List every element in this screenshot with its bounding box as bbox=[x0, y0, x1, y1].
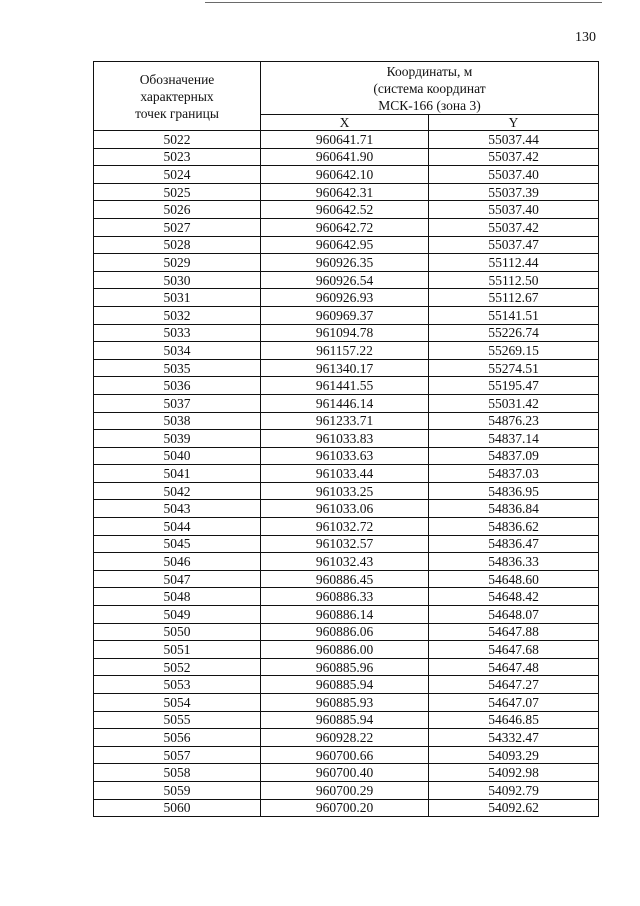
y-coordinate-cell: 55037.40 bbox=[429, 201, 599, 219]
y-coordinate-cell: 55274.51 bbox=[429, 359, 599, 377]
table-row bbox=[94, 148, 599, 166]
x-coordinate-cell: 960642.52 bbox=[261, 201, 429, 219]
x-coordinate-cell: 961033.25 bbox=[261, 482, 429, 500]
point-cell: 5035 bbox=[94, 359, 261, 377]
table-row bbox=[94, 183, 599, 201]
point-cell: 5040 bbox=[94, 447, 261, 465]
y-coordinate-cell: 55037.39 bbox=[429, 183, 599, 201]
table-row bbox=[94, 342, 599, 360]
x-coordinate-cell: 961094.78 bbox=[261, 324, 429, 342]
point-cell: 5057 bbox=[94, 746, 261, 764]
x-coordinate-cell: 960642.10 bbox=[261, 166, 429, 184]
point-cell: 5022 bbox=[94, 131, 261, 149]
x-coordinate-cell: 960642.95 bbox=[261, 236, 429, 254]
point-cell: 5023 bbox=[94, 148, 261, 166]
table-row bbox=[94, 218, 599, 236]
table-row bbox=[94, 588, 599, 606]
y-coordinate-cell: 55037.44 bbox=[429, 131, 599, 149]
table-row bbox=[94, 570, 599, 588]
y-coordinate-cell: 54648.60 bbox=[429, 570, 599, 588]
y-coordinate-cell: 54647.88 bbox=[429, 623, 599, 641]
point-header-line: точек границы bbox=[135, 105, 219, 121]
x-coordinate-cell: 960886.14 bbox=[261, 606, 429, 624]
point-cell: 5029 bbox=[94, 254, 261, 272]
y-coordinate-cell: 54836.62 bbox=[429, 518, 599, 536]
point-cell: 5041 bbox=[94, 465, 261, 483]
y-coordinate-cell: 54836.47 bbox=[429, 535, 599, 553]
x-coordinate-cell: 960885.94 bbox=[261, 676, 429, 694]
table-row bbox=[94, 799, 599, 817]
y-coordinate-cell: 54647.48 bbox=[429, 658, 599, 676]
point-cell: 5060 bbox=[94, 799, 261, 817]
point-cell: 5055 bbox=[94, 711, 261, 729]
table-row bbox=[94, 377, 599, 395]
x-coordinate-cell: 961033.44 bbox=[261, 465, 429, 483]
table-row bbox=[94, 606, 599, 624]
y-coordinate-cell: 54332.47 bbox=[429, 729, 599, 747]
table-row bbox=[94, 306, 599, 324]
x-coordinate-cell: 960886.00 bbox=[261, 641, 429, 659]
point-cell: 5049 bbox=[94, 606, 261, 624]
point-header-line: характерных bbox=[140, 88, 214, 104]
table-row bbox=[94, 166, 599, 184]
table-row bbox=[94, 201, 599, 219]
y-coordinate-cell: 54648.42 bbox=[429, 588, 599, 606]
x-coordinate-cell: 960700.29 bbox=[261, 781, 429, 799]
x-coordinate-cell: 961032.57 bbox=[261, 535, 429, 553]
y-coordinate-cell: 54092.62 bbox=[429, 799, 599, 817]
point-cell: 5027 bbox=[94, 218, 261, 236]
table-row bbox=[94, 694, 599, 712]
x-coordinate-cell: 960926.93 bbox=[261, 289, 429, 307]
y-coordinate-cell: 54093.29 bbox=[429, 746, 599, 764]
table-row bbox=[94, 430, 599, 448]
table-row bbox=[94, 746, 599, 764]
x-coordinate-cell: 961157.22 bbox=[261, 342, 429, 360]
point-cell: 5042 bbox=[94, 482, 261, 500]
table-row bbox=[94, 676, 599, 694]
y-coordinate-cell: 54837.03 bbox=[429, 465, 599, 483]
point-cell: 5024 bbox=[94, 166, 261, 184]
point-cell: 5038 bbox=[94, 412, 261, 430]
y-coordinate-cell: 54647.68 bbox=[429, 641, 599, 659]
y-coordinate-cell: 55195.47 bbox=[429, 377, 599, 395]
x-coordinate-cell: 960886.45 bbox=[261, 570, 429, 588]
y-coordinate-cell: 54092.98 bbox=[429, 764, 599, 782]
coords-header-line: МСК-166 (зона 3) bbox=[378, 97, 481, 113]
table-row bbox=[94, 535, 599, 553]
x-coordinate-cell: 961032.72 bbox=[261, 518, 429, 536]
table-row bbox=[94, 271, 599, 289]
point-cell: 5025 bbox=[94, 183, 261, 201]
point-cell: 5030 bbox=[94, 271, 261, 289]
point-cell: 5039 bbox=[94, 430, 261, 448]
table-row bbox=[94, 553, 599, 571]
point-cell: 5048 bbox=[94, 588, 261, 606]
y-coordinate-cell: 54647.07 bbox=[429, 694, 599, 712]
y-coordinate-cell: 55031.42 bbox=[429, 394, 599, 412]
table-header-row-1 bbox=[94, 62, 599, 115]
table-row bbox=[94, 729, 599, 747]
table-row bbox=[94, 764, 599, 782]
x-coordinate-cell: 960700.40 bbox=[261, 764, 429, 782]
x-coordinate-cell: 961233.71 bbox=[261, 412, 429, 430]
point-cell: 5032 bbox=[94, 306, 261, 324]
coordinates-table bbox=[93, 61, 599, 817]
x-coordinate-cell: 961032.43 bbox=[261, 553, 429, 571]
table-row bbox=[94, 254, 599, 272]
y-coordinate-cell: 55037.47 bbox=[429, 236, 599, 254]
table-row bbox=[94, 465, 599, 483]
y-coordinate-cell: 54836.84 bbox=[429, 500, 599, 518]
point-cell: 5054 bbox=[94, 694, 261, 712]
point-cell: 5045 bbox=[94, 535, 261, 553]
point-cell: 5058 bbox=[94, 764, 261, 782]
point-cell: 5034 bbox=[94, 342, 261, 360]
x-coordinate-cell: 961446.14 bbox=[261, 394, 429, 412]
point-cell: 5053 bbox=[94, 676, 261, 694]
point-cell: 5043 bbox=[94, 500, 261, 518]
y-coordinate-cell: 54648.07 bbox=[429, 606, 599, 624]
x-coordinate-cell: 960885.93 bbox=[261, 694, 429, 712]
x-column-header: X bbox=[261, 115, 429, 131]
x-coordinate-cell: 960700.66 bbox=[261, 746, 429, 764]
table-row bbox=[94, 412, 599, 430]
table-row bbox=[94, 781, 599, 799]
point-cell: 5050 bbox=[94, 623, 261, 641]
y-coordinate-cell: 54836.33 bbox=[429, 553, 599, 571]
x-coordinate-cell: 960928.22 bbox=[261, 729, 429, 747]
table-row bbox=[94, 482, 599, 500]
table-row bbox=[94, 658, 599, 676]
y-coordinate-cell: 55037.42 bbox=[429, 148, 599, 166]
y-coordinate-cell: 55112.50 bbox=[429, 271, 599, 289]
table-header bbox=[94, 62, 599, 131]
point-cell: 5033 bbox=[94, 324, 261, 342]
y-coordinate-cell: 54837.14 bbox=[429, 430, 599, 448]
x-coordinate-cell: 960642.72 bbox=[261, 218, 429, 236]
y-coordinate-cell: 55112.44 bbox=[429, 254, 599, 272]
point-cell: 5031 bbox=[94, 289, 261, 307]
y-coordinate-cell: 54836.95 bbox=[429, 482, 599, 500]
x-coordinate-cell: 961340.17 bbox=[261, 359, 429, 377]
point-cell: 5036 bbox=[94, 377, 261, 395]
point-cell: 5059 bbox=[94, 781, 261, 799]
table-row bbox=[94, 359, 599, 377]
point-cell: 5028 bbox=[94, 236, 261, 254]
y-coordinate-cell: 54647.27 bbox=[429, 676, 599, 694]
y-coordinate-cell: 55141.51 bbox=[429, 306, 599, 324]
table-row bbox=[94, 447, 599, 465]
x-coordinate-cell: 961033.63 bbox=[261, 447, 429, 465]
point-cell: 5047 bbox=[94, 570, 261, 588]
x-coordinate-cell: 960641.71 bbox=[261, 131, 429, 149]
x-coordinate-cell: 960886.06 bbox=[261, 623, 429, 641]
table-row bbox=[94, 518, 599, 536]
coords-header-line: (система координат bbox=[373, 80, 486, 96]
x-coordinate-cell: 960885.96 bbox=[261, 658, 429, 676]
point-cell: 5056 bbox=[94, 729, 261, 747]
x-coordinate-cell: 960969.37 bbox=[261, 306, 429, 324]
y-coordinate-cell: 54876.23 bbox=[429, 412, 599, 430]
table-row bbox=[94, 394, 599, 412]
point-cell: 5052 bbox=[94, 658, 261, 676]
point-header-line: Обозначение bbox=[139, 71, 215, 87]
table-row bbox=[94, 236, 599, 254]
y-coordinate-cell: 55037.40 bbox=[429, 166, 599, 184]
y-coordinate-cell: 55037.42 bbox=[429, 218, 599, 236]
x-coordinate-cell: 961033.83 bbox=[261, 430, 429, 448]
point-designation-header bbox=[94, 62, 261, 131]
point-cell: 5044 bbox=[94, 518, 261, 536]
table-row bbox=[94, 500, 599, 518]
table-row bbox=[94, 324, 599, 342]
x-coordinate-cell: 960926.35 bbox=[261, 254, 429, 272]
x-coordinate-cell: 960885.94 bbox=[261, 711, 429, 729]
table-row bbox=[94, 131, 599, 149]
coordinates-header bbox=[261, 62, 599, 115]
table-row bbox=[94, 641, 599, 659]
y-coordinate-cell: 54837.09 bbox=[429, 447, 599, 465]
top-rule bbox=[205, 2, 602, 3]
x-coordinate-cell: 960641.90 bbox=[261, 148, 429, 166]
y-coordinate-cell: 54646.85 bbox=[429, 711, 599, 729]
y-coordinate-cell: 55226.74 bbox=[429, 324, 599, 342]
point-cell: 5046 bbox=[94, 553, 261, 571]
y-coordinate-cell: 55269.15 bbox=[429, 342, 599, 360]
y-coordinate-cell: 55112.67 bbox=[429, 289, 599, 307]
table-row bbox=[94, 289, 599, 307]
coords-header-line: Координаты, м bbox=[386, 63, 473, 79]
point-cell: 5037 bbox=[94, 394, 261, 412]
x-coordinate-cell: 961033.06 bbox=[261, 500, 429, 518]
point-cell: 5026 bbox=[94, 201, 261, 219]
point-cell: 5051 bbox=[94, 641, 261, 659]
table-row bbox=[94, 711, 599, 729]
table-body bbox=[94, 131, 599, 817]
page-number: 130 bbox=[575, 30, 596, 45]
x-coordinate-cell: 961441.55 bbox=[261, 377, 429, 395]
x-coordinate-cell: 960700.20 bbox=[261, 799, 429, 817]
x-coordinate-cell: 960926.54 bbox=[261, 271, 429, 289]
x-coordinate-cell: 960886.33 bbox=[261, 588, 429, 606]
table-row bbox=[94, 623, 599, 641]
x-coordinate-cell: 960642.31 bbox=[261, 183, 429, 201]
y-coordinate-cell: 54092.79 bbox=[429, 781, 599, 799]
y-column-header: Y bbox=[429, 115, 599, 131]
